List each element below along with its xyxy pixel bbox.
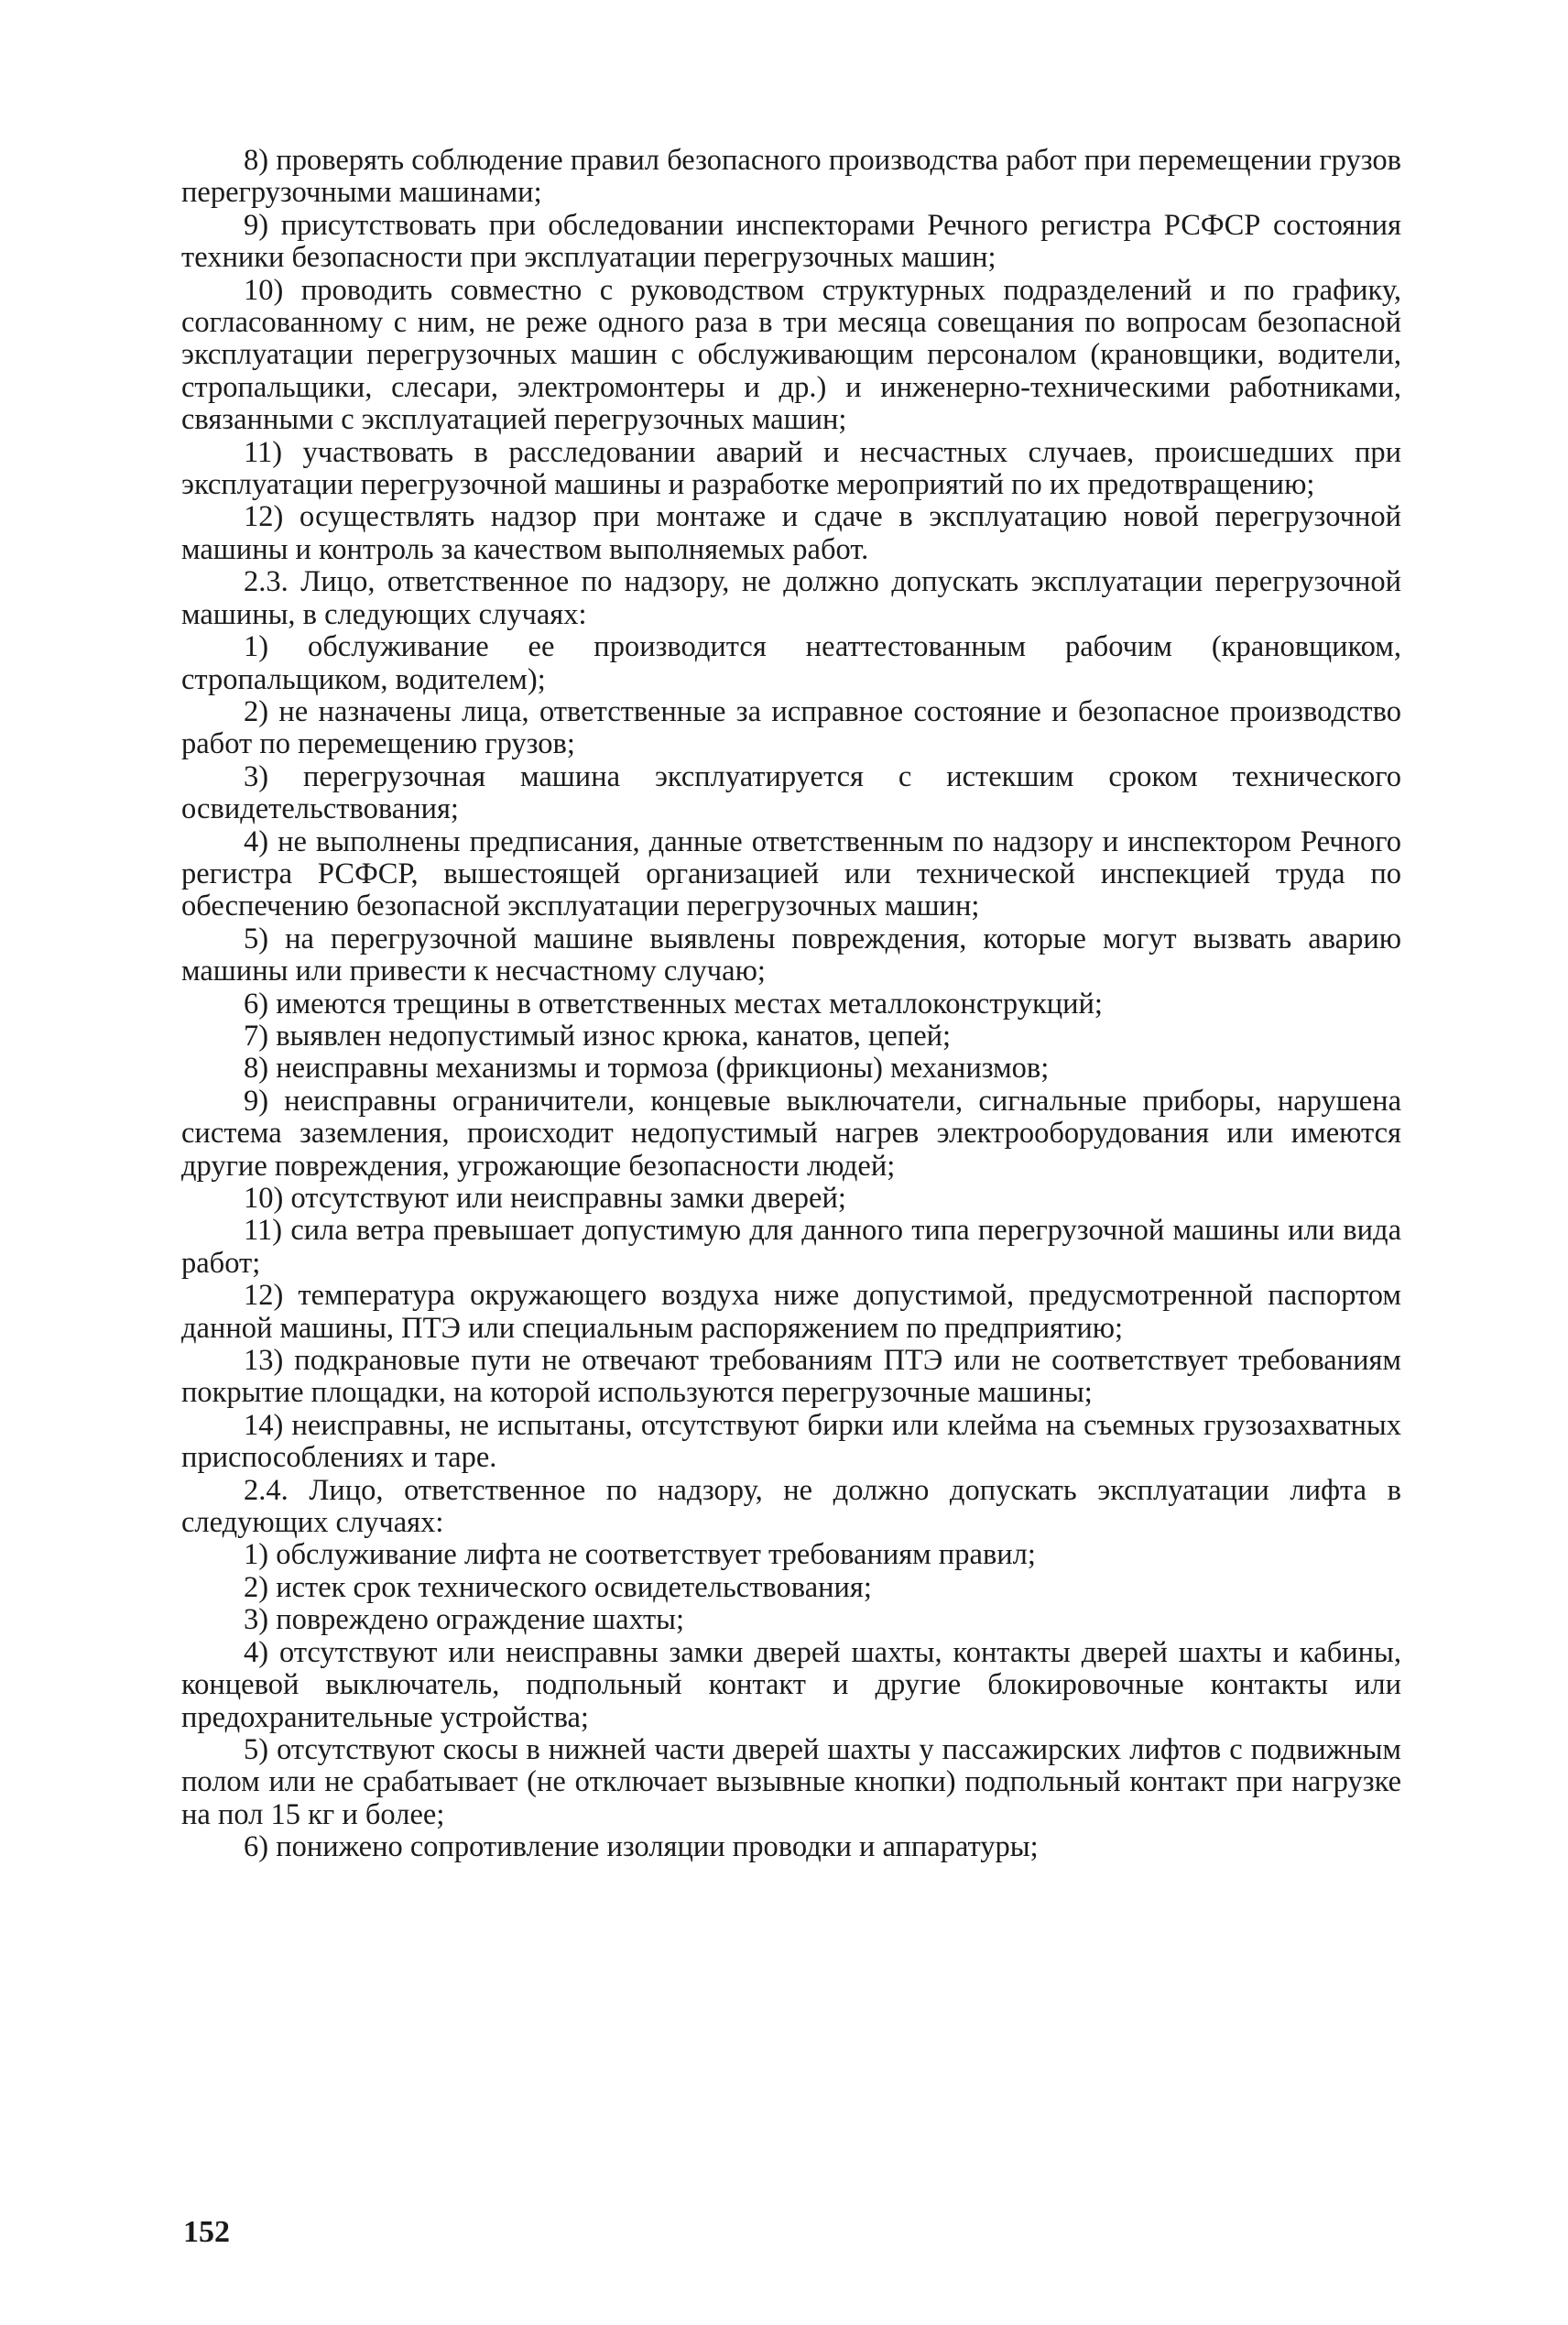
paragraph-2-3-case-7: 7) выявлен недопустимый износ крюка, канатов, цепей; — [244, 1019, 952, 1053]
paragraph-section-2-4: 2.4. Лицо, ответственное по надзору, не должно допускать эксплуатации лифта в следующих случаях: — [181, 1473, 1401, 1540]
paragraph-item-12-supervise-installation: 12) осуществлять надзор при монтаже и сдаче в эксплуатацию новой перегрузочной машины и контроль за качеством выполняемых работ. — [181, 500, 1401, 566]
paragraph-2-4-case-5: 5) отсутствуют скосы в нижней части дверей шахты у пассажирских лифтов с подвижным полом или не срабатывает (не отключает вызывные кнопки) подпольный контакт при нагрузке на пол 15 кг и более; — [181, 1732, 1401, 1831]
paragraph-2-3-case-1: 1) обслуживание ее производится неаттестованным рабочим (крановщиком, стропальщиком, водителем); — [181, 630, 1401, 696]
page-number: 152 — [183, 2215, 230, 2249]
paragraph-2-3-case-4: 4) не выполнены предписания, данные ответственным по надзору и инспектором Речного регистра РСФСР, вышестоящей организацией или технической инспекцией труда по обеспечению безопасной эксплуатации перегрузочных машин; — [181, 824, 1401, 923]
paragraph-item-9-attend-inspection: 9) присутствовать при обследовании инспекторами Речного регистра РСФСР состояния техники безопасности при эксплуатации перегрузочных машин; — [181, 208, 1401, 275]
paragraph-2-3-case-12: 12) температура окружающего воздуха ниже допустимой, предусмотренной паспортом данной машины, ПТЭ или специальным распоряжением по предприятию; — [181, 1279, 1401, 1345]
paragraph-2-3-case-3: 3) перегрузочная машина эксплуатируется с истекшим сроком технического освидетельствования; — [181, 759, 1401, 826]
paragraph-2-3-case-2: 2) не назначены лица, ответственные за исправное состояние и безопасное производство работ по перемещению грузов; — [181, 694, 1401, 761]
paragraph-2-3-case-8: 8) неисправны механизмы и тормоза (фрикционы) механизмов; — [244, 1052, 1050, 1086]
paragraph-item-10-hold-meetings: 10) проводить совместно с руководством структурных подразделений и по графику, согласованному с ним, не реже одного раза в три месяца совещания по вопросам безопасной эксплуатации перегрузочных машин с обслуживающим персоналом (крановщики, водители, стропальщики, слесари, электромонтеры и др.) и инженерно-техническими работниками, связанными с эксплуатацией перегрузочных машин; — [181, 273, 1401, 437]
paragraph-2-4-case-3: 3) повреждено ограждение шахты; — [244, 1603, 685, 1637]
paragraph-item-11-investigate-accidents: 11) участвовать в расследовании аварий и несчастных случаев, происшедших при эксплуатации перегрузочной машины и разработке мероприятий по их предотвращению; — [181, 435, 1401, 502]
paragraph-2-3-case-11: 11) сила ветра превышает допустимую для данного типа перегрузочной машины или вида работ; — [181, 1214, 1401, 1280]
paragraph-2-4-case-4: 4) отсутствуют или неисправны замки дверей шахты, контакты дверей шахты и кабины, концевой выключатель, подпольный контакт и другие блокировочные контакты или предохранительные устройства; — [181, 1635, 1401, 1734]
paragraph-2-3-case-10: 10) отсутствуют или неисправны замки дверей; — [244, 1182, 846, 1215]
document-body — [181, 145, 1401, 1864]
paragraph-2-4-case-1: 1) обслуживание лифта не соответствует требованиям правил; — [244, 1538, 1036, 1572]
paragraph-2-3-case-9: 9) неисправны ограничители, концевые выключатели, сигнальные приборы, нарушена система заземления, происходит недопустимый нагрев электрооборудования или имеются другие повреждения, угрожающие безопасности людей; — [181, 1084, 1401, 1183]
paragraph-item-8-check-safety: 8) проверять соблюдение правил безопасного производства работ при перемещении грузов перегрузочными машинами; — [181, 144, 1401, 210]
paragraph-section-2-3: 2.3. Лицо, ответственное по надзору, не должно допускать эксплуатации перегрузочной машины, в следующих случаях: — [181, 565, 1401, 631]
paragraph-2-4-case-6: 6) понижено сопротивление изоляции проводки и аппаратуры; — [244, 1830, 1039, 1864]
paragraph-2-3-case-14: 14) неисправны, не испытаны, отсутствуют бирки или клейма на съемных грузозахватных приспособлениях и таре. — [181, 1408, 1401, 1475]
paragraph-2-4-case-2: 2) истек срок технического освидетельствования; — [244, 1570, 872, 1604]
paragraph-2-3-case-13: 13) подкрановые пути не отвечают требованиям ПТЭ или не соответствует требованиям покрытие площадки, на которой используются перегрузочные машины; — [181, 1344, 1401, 1410]
paragraph-2-3-case-5: 5) на перегрузочной машине выявлены повреждения, которые могут вызвать аварию машины или привести к несчастному случаю; — [181, 922, 1401, 988]
paragraph-2-3-case-6: 6) имеются трещины в ответственных местах металлоконструкций; — [244, 987, 1103, 1021]
